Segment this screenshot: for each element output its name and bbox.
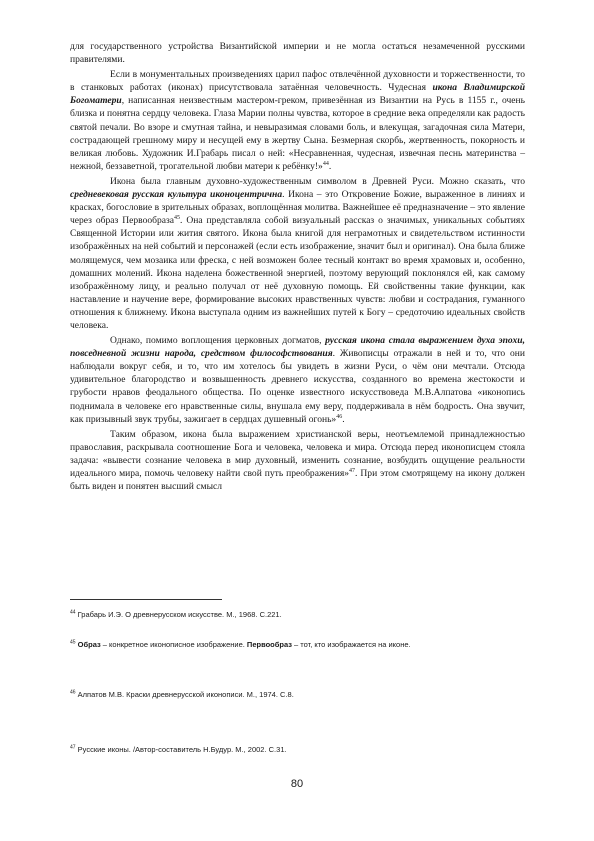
text-run: . Она представляла собой визуальный рассказ о значимых, уникальных событиях Священной Истории или жития святого. Икона была книгой для неграмотных и свидетельством истинности изображённых на ней событий и персонажей (если есть изображение, значит был и оригинал). Она была ближе молящемуся, чем мозаика или фреска, с ней возможен более тесный контакт во время храмовых и, особенно, домашних молений. Икона наделена божественной энергией, поэтому верующий поклонялся ей, как самому изображённому лицу, и реально получал от неё духовную помощь. Ей свойственны такие функции, как наставление и научение вере, формирование высоких нравственных чувств: любви и сострадания, гуманного отношения к ближнему. Икона выступала одним из важнейших путей к Богу – средоточию идеальных свойств человека.: [70, 215, 525, 331]
text-run: Икона была главным духовно-художественным символом в Древней Руси. Можно сказать, что: [110, 175, 525, 187]
footnote-separator: [70, 599, 222, 600]
footnote-ref-45[interactable]: 45: [174, 215, 181, 222]
footnote-text: Грабарь И.Э. О древнерусском искусстве. М., 1968. С.221.: [75, 610, 282, 619]
text-run: , написанная неизвестным мастером-греком, привезённая из Византии на Русь в 1155 г., очень близка и понятна сердцу человека. Глаза Марии полны чувства, которое в средние века определяли как радость святой печали. Во взоре и смутная тайна, и невыразимая словами боль, и влекущая, загадочная сила Матери, сострадающей грешному миру и несущей ему в жертву Сына. Безмерная скорбь, жертвенность, покорность и великая любовь. Художник И.Грабарь писал о ней: «Несравненная, чудесная, извечная песнь материнства – нежной, беззаветной, трогательной любви матери к ребёнку!»: [70, 95, 525, 172]
text-run: Однако, помимо воплощения церковных догматов,: [110, 335, 326, 347]
footnote-45: [70, 640, 525, 650]
emphasis-text: икона Владимирской Богоматери: [70, 82, 526, 107]
paragraph-continuation: [70, 40, 525, 66]
text-run: . Икона – это Откровение Божие, выраженное в линиях и красках, богословие в зрительных образах, воплощённая молитва. Важнейшее её предназначение – это явление через образ Первообраза: [70, 189, 526, 227]
footnote-text: Алпатов М.В. Краски древнерусской иконописи. М., 1974. С.8.: [75, 690, 294, 699]
body-text: [70, 40, 525, 493]
emphasis-text: средневековая русская культура иконоцентрична: [70, 189, 283, 201]
footnote-46: [70, 690, 525, 700]
paragraph-conclusion: [70, 428, 525, 493]
text-run: .: [328, 160, 332, 172]
footnote-text: – тот, кто изображается на иконе.: [291, 640, 411, 649]
footnote-number: 47: [70, 744, 76, 751]
paragraph-icon-symbol: [70, 175, 525, 332]
page-number: 80: [290, 778, 304, 790]
footnote-ref-47[interactable]: 47: [349, 467, 356, 474]
text-run: . При этом смотрящему на икону должен быть виден и понятен высший смысл: [70, 468, 525, 493]
text-run: Таким образом, икона была выражением христианской веры, неотъемлемой принадлежностью православия, раскрывала соотношение Бога и человека, человека и мира. Отсюда перед иконописцем стояла задача: «вывести сознание человека в мир духовный, изменить сознание, возбудить ощущение реальности идеального мира, помочь человеку найти свой путь преображения»: [70, 428, 525, 479]
footnote-number: 46: [70, 689, 76, 696]
footnote-term: Первообраз: [246, 640, 292, 649]
footnote-ref-44[interactable]: 44: [322, 160, 329, 167]
emphasis-text: русская икона стала выражением духа эпохи, повседневной жизни народа, средством философствования: [70, 335, 525, 360]
footnote-47: [70, 745, 525, 755]
footnote-text: Русские иконы. /Автор-составитель Н.Будур. М., 2002. С.31.: [75, 745, 287, 754]
text-run: Если в монументальных произведениях царил пафос отвлечённой духовности и торжественности, то в станковых работах (иконах) присутствовала затаённая человечность. Чудесная: [70, 69, 525, 94]
footnote-number: 45: [70, 639, 76, 646]
footnote-text: – конкретное иконописное изображение.: [100, 640, 247, 649]
paragraph-vladimir-icon: [70, 68, 525, 173]
footnote-44: [70, 610, 525, 620]
text-run: . Живописцы отражали в ней и то, что они наблюдали вокруг себя, и то, что им хотелось бы увидеть в жизни Руси, о чём они мечтали. Отсюда удивительное благородство и возвышенность древнего искусства, созданного во времена жестокости и грубости нравов феодального общества. По оценке известного искусствоведа М.В.Алпатова «иконопись поднимала в человеке его нравственные силы, внушала ему веру, поддерживала в нём бодрость. Она звучит, как призывный звук трубы, зажигает в сердцах душевный огонь»: [70, 348, 525, 425]
text-run: для государственного устройства Византийской империи и не могла остаться незамеченной русскими правителями.: [70, 41, 525, 66]
footnote-ref-46[interactable]: 46: [336, 413, 343, 420]
footnote-term: Образ: [77, 640, 101, 649]
footnote-number: 44: [70, 609, 76, 616]
paragraph-spirit-of-epoch: [70, 334, 525, 426]
text-run: .: [342, 413, 345, 425]
